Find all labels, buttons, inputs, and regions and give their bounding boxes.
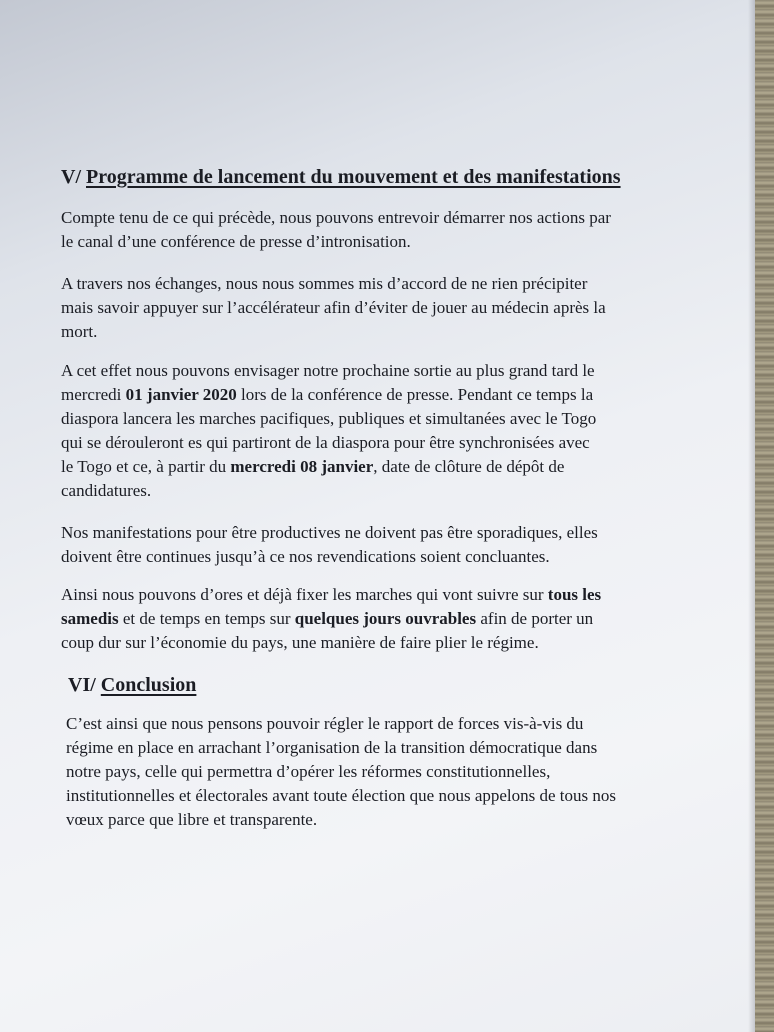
text-line: candidatures. xyxy=(61,481,152,500)
background-surface xyxy=(755,0,774,1032)
date-highlight: 01 janvier 2020 xyxy=(125,385,237,404)
text-line: notre pays, celle qui permettra d’opérer les réformes constitutionnelles, xyxy=(66,762,551,781)
text-line: coup dur sur l’économie du pays, une manière de faire plier le régime. xyxy=(61,633,539,652)
text-line: C’est ainsi que nous pensons pouvoir régler le rapport de forces vis-à-vis du xyxy=(66,714,584,733)
text-line: vœux parce que libre et transparente. xyxy=(66,810,318,829)
paragraph-intro xyxy=(61,206,611,254)
text-line: le canal d’une conférence de presse d’intronisation. xyxy=(61,232,411,251)
paragraph-agreement xyxy=(61,272,606,344)
section-5-number: V/ xyxy=(61,166,81,188)
paragraph-conclusion xyxy=(66,712,616,832)
text-line: qui se dérouleront es qui partiront de la diaspora pour être synchronisées avec xyxy=(61,433,590,452)
section-5-heading xyxy=(61,166,621,189)
text-line: Nos manifestations pour être productives ne doivent pas être sporadiques, elles xyxy=(61,523,598,542)
emphasis-text: quelques jours ouvrables xyxy=(294,609,477,628)
paragraph-continuity xyxy=(61,521,598,569)
date-highlight: mercredi 08 janvier xyxy=(230,457,374,476)
text-line: le Togo et ce, à partir du mercredi 08 janvier, date de clôture de dépôt de xyxy=(61,457,565,476)
emphasis-text: tous les xyxy=(547,585,602,604)
text-line: A travers nos échanges, nous nous sommes mis d’accord de ne rien précipiter xyxy=(61,274,588,293)
text-line: diaspora lancera les marches pacifiques, publiques et simultanées avec le Togo xyxy=(61,409,597,428)
text-line: samedis et de temps en temps sur quelques jours ouvrables afin de porter un xyxy=(61,609,594,628)
paragraph-marches xyxy=(61,583,601,655)
section-6-title: Conclusion xyxy=(100,674,197,696)
emphasis-text: samedis xyxy=(61,609,119,628)
text-line: mercredi 01 janvier 2020 lors de la conférence de presse. Pendant ce temps la xyxy=(61,385,594,404)
text-line: Compte tenu de ce qui précède, nous pouvons entrevoir démarrer nos actions par xyxy=(61,208,611,227)
section-5-title: Programme de lancement du mouvement et des manifestations xyxy=(86,166,621,188)
text-line: mort. xyxy=(61,322,98,341)
text-line: A cet effet nous pouvons envisager notre prochaine sortie au plus grand tard le xyxy=(61,361,595,380)
section-6-number: VI/ xyxy=(68,674,96,696)
paragraph-schedule xyxy=(61,359,596,503)
text-line: mais savoir appuyer sur l’accélérateur afin d’éviter de jouer au médecin après la xyxy=(61,298,606,317)
text-line: doivent être continues jusqu’à ce nos revendications soient concluantes. xyxy=(61,547,550,566)
text-line: régime en place en arrachant l’organisation de la transition démocratique dans xyxy=(66,738,598,757)
text-line: Ainsi nous pouvons d’ores et déjà fixer les marches qui vont suivre sur tous les xyxy=(61,585,602,604)
text-line: institutionnelles et électorales avant toute élection que nous appelons de tous nos xyxy=(66,786,617,805)
section-6-heading xyxy=(68,674,196,697)
